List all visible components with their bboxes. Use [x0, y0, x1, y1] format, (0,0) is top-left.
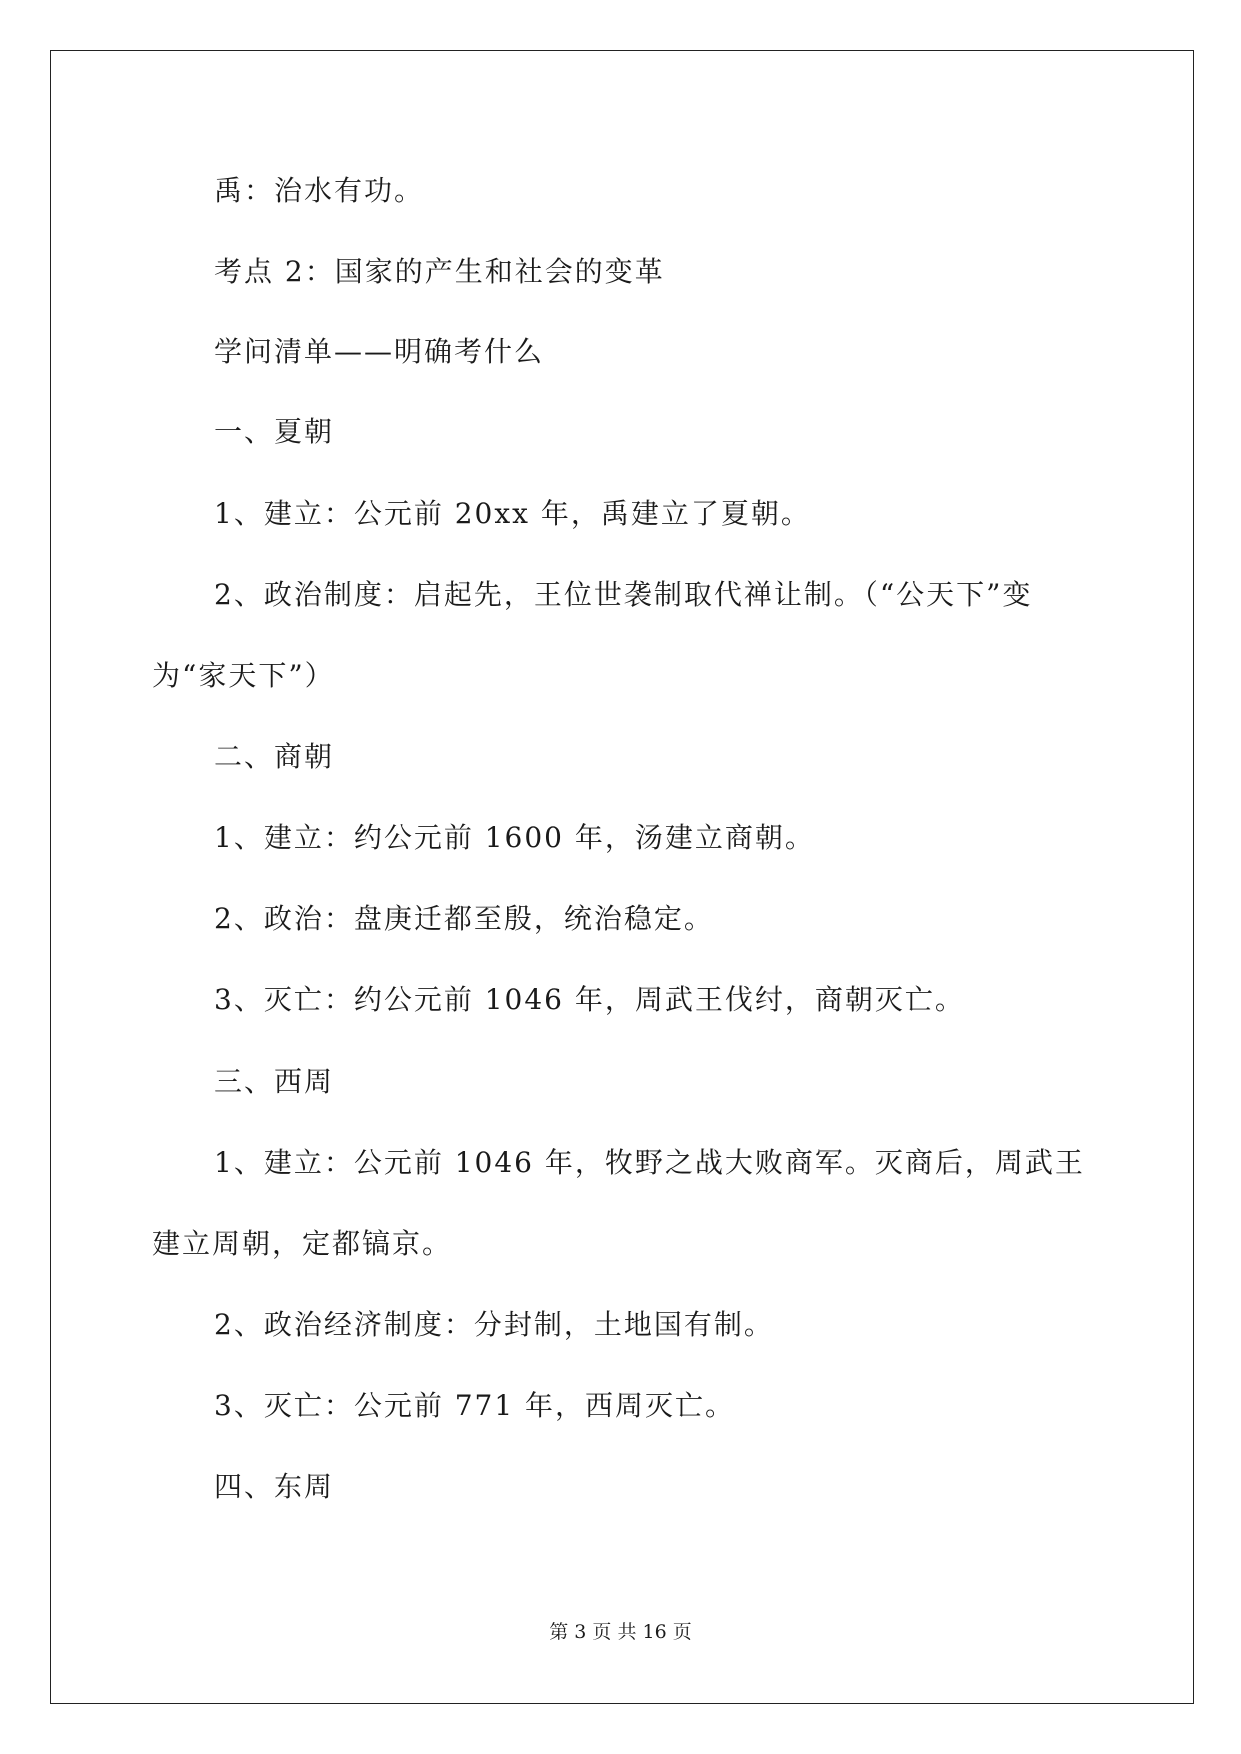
section-heading: 二、商朝	[214, 740, 335, 773]
section-heading: 一、夏朝	[214, 415, 335, 448]
paragraph: 2、政治：盘庚迁都至殷，统治稳定。	[214, 902, 714, 935]
paragraph: 2、政治经济制度：分封制，土地国有制。	[214, 1308, 774, 1341]
paragraph: 2、政治制度：启起先，王位世袭制取代禅让制。（“公天下”变	[214, 578, 1033, 611]
paragraph: 1、建立：公元前 1046 年，牧野之战大败商军。灭商后，周武王	[214, 1146, 1085, 1179]
paragraph: 学问清单——明确考什么	[214, 335, 545, 368]
paragraph: 1、建立：约公元前 1600 年，汤建立商朝。	[214, 821, 815, 854]
paragraph: 3、灭亡：公元前 771 年，西周灭亡。	[214, 1389, 736, 1422]
paragraph: 3、灭亡：约公元前 1046 年，周武王伐纣，商朝灭亡。	[214, 983, 965, 1016]
paragraph: 禹：治水有功。	[214, 174, 425, 207]
page-number: 第 3 页 共 16 页	[549, 1621, 692, 1643]
page-border	[50, 50, 1194, 1704]
section-heading: 考点 2：国家的产生和社会的变革	[214, 255, 665, 288]
section-heading: 四、东周	[214, 1470, 335, 1503]
paragraph: 1、建立：公元前 20xx 年，禹建立了夏朝。	[214, 497, 811, 530]
paragraph-continuation: 建立周朝，定都镐京。	[152, 1227, 453, 1260]
section-heading: 三、西周	[214, 1065, 335, 1098]
paragraph-continuation: 为“家天下”）	[152, 659, 335, 692]
